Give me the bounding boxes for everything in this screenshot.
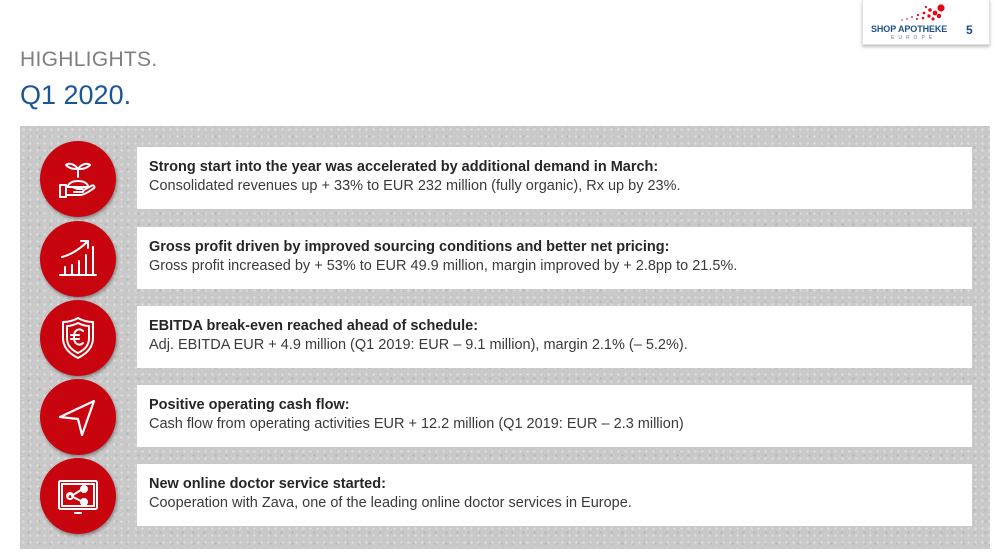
- highlight-heading: Positive operating cash flow:: [149, 397, 350, 413]
- highlight-item: [20, 464, 990, 528]
- highlight-item: [20, 227, 990, 291]
- section-title: HIGHLIGHTS.: [20, 48, 158, 71]
- plant-in-hand-icon: [54, 155, 102, 203]
- highlight-text: Adj. EBITDA EUR + 4.9 million (Q1 2019: EUR – 9.1 million), margin 2.1% (– 5.2%).: [149, 337, 688, 353]
- tablet-share-icon: [54, 472, 102, 520]
- icon-badge: [40, 141, 116, 217]
- highlights-panel: [20, 126, 990, 549]
- icon-badge: [40, 221, 116, 297]
- page-title: Q1 2020.: [20, 80, 132, 110]
- highlight-item: [20, 306, 990, 370]
- highlight-heading: New online doctor service started:: [149, 476, 386, 492]
- highlight-card: [137, 464, 972, 526]
- highlight-item: [20, 147, 990, 211]
- company-logo: [862, 0, 990, 45]
- logo-name: SHOP APOTHEKE: [871, 24, 948, 34]
- highlight-heading: EBITDA break-even reached ahead of schedule:: [149, 318, 479, 334]
- highlight-heading: Strong start into the year was accelerated by additional demand in March:: [149, 159, 659, 175]
- highlight-text: Consolidated revenues up + 33% to EUR 232 million (fully organic), Rx up by 23%.: [149, 178, 681, 194]
- icon-badge: [40, 300, 116, 376]
- logo-subtitle: EUROPE: [891, 35, 937, 41]
- highlight-item: [20, 385, 990, 449]
- highlight-heading: Gross profit driven by improved sourcing conditions and better net pricing:: [149, 239, 670, 255]
- highlight-card: [137, 227, 972, 289]
- logo-dots-icon: [895, 4, 945, 22]
- highlight-text: Cash flow from operating activities EUR + 12.2 million (Q1 2019: EUR – 2.3 million): [149, 416, 684, 432]
- icon-badge: [40, 458, 116, 534]
- navigation-arrow-icon: [54, 393, 102, 441]
- highlight-card: [137, 147, 972, 209]
- highlight-card: [137, 306, 972, 368]
- highlight-text: Cooperation with Zava, one of the leading online doctor services in Europe.: [149, 495, 632, 511]
- highlight-card: [137, 385, 972, 447]
- growth-chart-icon: [54, 235, 102, 283]
- euro-shield-icon: [54, 314, 102, 362]
- highlight-text: Gross profit increased by + 53% to EUR 49.9 million, margin improved by + 2.8pp to 21.5%.: [149, 258, 738, 274]
- page-number: 5: [966, 23, 973, 37]
- icon-badge: [40, 379, 116, 455]
